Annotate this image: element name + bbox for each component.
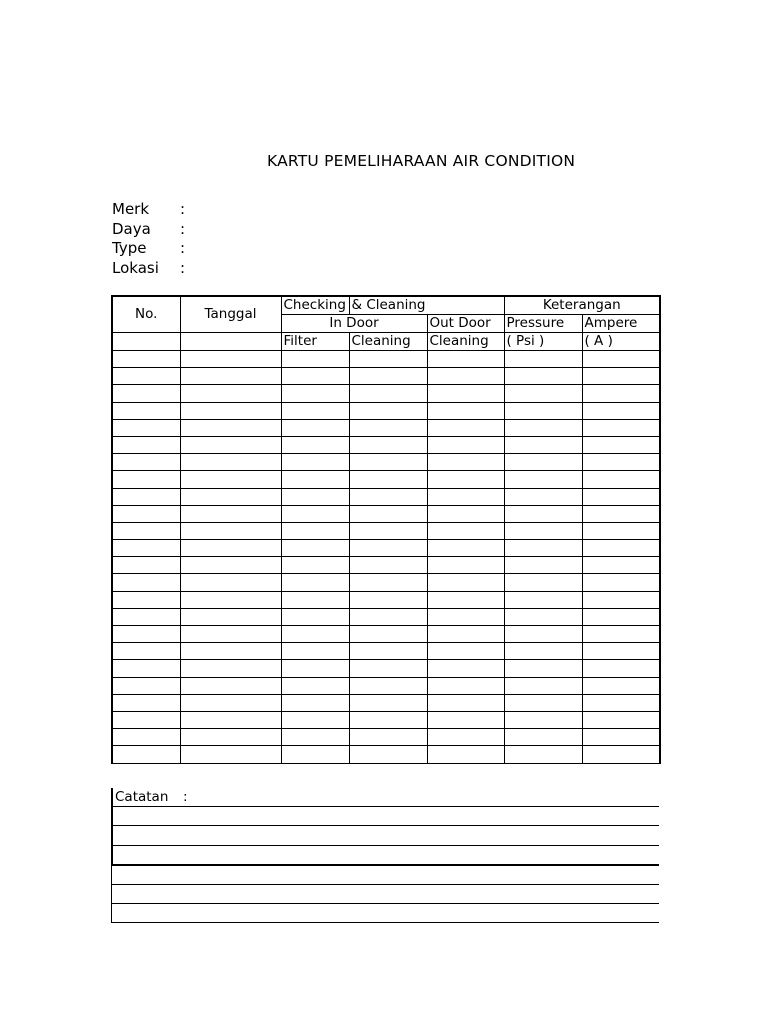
table-cell[interactable] bbox=[349, 643, 427, 660]
table-cell[interactable] bbox=[180, 351, 281, 368]
table-cell[interactable] bbox=[281, 454, 349, 471]
header-and-cleaning: & Cleaning bbox=[349, 296, 427, 315]
table-cell[interactable] bbox=[504, 419, 582, 436]
table-cell[interactable] bbox=[180, 643, 281, 660]
table-cell[interactable] bbox=[582, 402, 660, 419]
table-cell[interactable] bbox=[349, 729, 427, 746]
notes-label: Catatan bbox=[115, 789, 169, 805]
table-cell[interactable] bbox=[504, 711, 582, 728]
field-label: Type bbox=[112, 239, 147, 257]
table-cell[interactable] bbox=[112, 591, 180, 608]
table-cell[interactable] bbox=[180, 471, 281, 488]
table-cell[interactable] bbox=[180, 694, 281, 711]
table-cell[interactable] bbox=[582, 557, 660, 574]
table-cell[interactable] bbox=[504, 694, 582, 711]
table-row bbox=[112, 711, 660, 728]
table-row bbox=[112, 471, 660, 488]
table-cell[interactable] bbox=[349, 540, 427, 557]
table-cell[interactable] bbox=[112, 505, 180, 522]
table-cell[interactable] bbox=[582, 419, 660, 436]
table-cell[interactable] bbox=[112, 643, 180, 660]
table-cell[interactable] bbox=[427, 711, 504, 728]
table-cell[interactable] bbox=[427, 626, 504, 643]
table-cell[interactable] bbox=[582, 711, 660, 728]
table-cell[interactable] bbox=[427, 608, 504, 625]
table-row bbox=[112, 694, 660, 711]
table-cell[interactable] bbox=[349, 608, 427, 625]
table-cell[interactable] bbox=[582, 454, 660, 471]
header-ampere: Ampere bbox=[582, 315, 660, 333]
table-cell[interactable] bbox=[582, 574, 660, 591]
table-cell[interactable] bbox=[349, 711, 427, 728]
table-cell[interactable] bbox=[582, 694, 660, 711]
table-row bbox=[112, 729, 660, 746]
table-row bbox=[112, 557, 660, 574]
table-row bbox=[112, 574, 660, 591]
table-cell[interactable] bbox=[349, 591, 427, 608]
table-cell[interactable] bbox=[112, 488, 180, 505]
table-row bbox=[112, 505, 660, 522]
field-colon: : bbox=[180, 239, 186, 257]
table-cell[interactable] bbox=[349, 385, 427, 402]
table-cell[interactable] bbox=[180, 591, 281, 608]
table-cell[interactable] bbox=[427, 591, 504, 608]
table-cell[interactable] bbox=[112, 660, 180, 677]
header-keterangan: Keterangan bbox=[504, 296, 660, 315]
table-cell[interactable] bbox=[427, 660, 504, 677]
table-cell[interactable] bbox=[180, 522, 281, 539]
table-cell[interactable] bbox=[112, 557, 180, 574]
notes-line bbox=[111, 885, 659, 904]
table-cell[interactable] bbox=[281, 643, 349, 660]
table-cell[interactable] bbox=[349, 694, 427, 711]
table-cell[interactable] bbox=[112, 402, 180, 419]
table-cell[interactable] bbox=[582, 677, 660, 694]
table-cell[interactable] bbox=[281, 488, 349, 505]
table-cell[interactable] bbox=[349, 419, 427, 436]
table-cell[interactable] bbox=[180, 488, 281, 505]
table-cell[interactable] bbox=[349, 626, 427, 643]
table-cell[interactable] bbox=[180, 402, 281, 419]
header-psi: ( Psi ) bbox=[504, 333, 582, 351]
table-cell[interactable] bbox=[427, 368, 504, 385]
table-cell[interactable] bbox=[180, 419, 281, 436]
table-cell[interactable] bbox=[504, 471, 582, 488]
table-cell[interactable] bbox=[281, 608, 349, 625]
table-cell[interactable] bbox=[180, 711, 281, 728]
table-cell[interactable] bbox=[349, 436, 427, 453]
table-cell[interactable] bbox=[427, 471, 504, 488]
table-cell[interactable] bbox=[281, 591, 349, 608]
table-cell[interactable] bbox=[582, 729, 660, 746]
notes-section bbox=[111, 788, 659, 923]
header-cleaning: Cleaning bbox=[349, 333, 427, 351]
field-colon: : bbox=[180, 219, 186, 238]
table-cell[interactable] bbox=[504, 488, 582, 505]
table-cell[interactable] bbox=[582, 643, 660, 660]
table-row bbox=[112, 643, 660, 660]
table-cell[interactable] bbox=[112, 677, 180, 694]
table-cell[interactable] bbox=[582, 660, 660, 677]
table-cell[interactable] bbox=[349, 746, 427, 763]
table-cell[interactable] bbox=[180, 608, 281, 625]
table-cell[interactable] bbox=[504, 643, 582, 660]
table-row bbox=[112, 419, 660, 436]
table-cell[interactable] bbox=[504, 557, 582, 574]
table-cell[interactable] bbox=[427, 488, 504, 505]
table-cell[interactable] bbox=[180, 574, 281, 591]
header-a-unit: ( A ) bbox=[582, 333, 660, 351]
notes-line bbox=[111, 788, 659, 807]
table-cell[interactable] bbox=[504, 626, 582, 643]
table-cell[interactable] bbox=[582, 505, 660, 522]
field-colon: : bbox=[180, 258, 186, 277]
table-cell[interactable] bbox=[504, 522, 582, 539]
table-cell[interactable] bbox=[504, 660, 582, 677]
table-cell[interactable] bbox=[180, 746, 281, 763]
table-row bbox=[112, 368, 660, 385]
table-cell[interactable] bbox=[427, 351, 504, 368]
header-pressure: Pressure bbox=[504, 315, 582, 333]
table-cell[interactable] bbox=[504, 368, 582, 385]
table-cell[interactable] bbox=[349, 574, 427, 591]
table-cell[interactable] bbox=[427, 694, 504, 711]
table-cell[interactable] bbox=[427, 419, 504, 436]
table-cell[interactable] bbox=[281, 436, 349, 453]
page-title: KARTU PEMELIHARAAN AIR CONDITION bbox=[267, 152, 576, 170]
table-row bbox=[112, 540, 660, 557]
table-cell[interactable] bbox=[180, 436, 281, 453]
header-no-cont bbox=[112, 333, 180, 351]
table-row bbox=[112, 385, 660, 402]
table-cell[interactable] bbox=[582, 471, 660, 488]
header-no: No. bbox=[112, 296, 180, 333]
field-colon: : bbox=[180, 200, 186, 218]
table-cell[interactable] bbox=[112, 608, 180, 625]
table-cell[interactable] bbox=[349, 471, 427, 488]
table-cell[interactable] bbox=[180, 540, 281, 557]
table-row bbox=[112, 677, 660, 694]
table-cell[interactable] bbox=[112, 436, 180, 453]
table-row bbox=[112, 608, 660, 625]
table-row bbox=[112, 488, 660, 505]
table-cell[interactable] bbox=[582, 746, 660, 763]
table-cell[interactable] bbox=[112, 694, 180, 711]
table-cell[interactable] bbox=[504, 574, 582, 591]
table-cell[interactable] bbox=[180, 557, 281, 574]
table-cell[interactable] bbox=[427, 643, 504, 660]
table-cell[interactable] bbox=[427, 729, 504, 746]
table-cell[interactable] bbox=[281, 711, 349, 728]
table-cell[interactable] bbox=[281, 522, 349, 539]
table-cell[interactable] bbox=[281, 746, 349, 763]
table-cell[interactable] bbox=[112, 540, 180, 557]
table-cell[interactable] bbox=[281, 660, 349, 677]
table-cell[interactable] bbox=[112, 471, 180, 488]
header-blank bbox=[427, 296, 504, 315]
maintenance-table bbox=[111, 295, 661, 764]
notes-line bbox=[111, 866, 659, 885]
notes-line bbox=[111, 807, 659, 826]
table-cell[interactable] bbox=[281, 505, 349, 522]
table-cell[interactable] bbox=[504, 385, 582, 402]
table-cell[interactable] bbox=[349, 522, 427, 539]
header-in-door: In Door bbox=[281, 315, 427, 333]
table-cell[interactable] bbox=[504, 540, 582, 557]
table-cell[interactable] bbox=[281, 402, 349, 419]
table-cell[interactable] bbox=[427, 557, 504, 574]
table-cell[interactable] bbox=[281, 368, 349, 385]
table-cell[interactable] bbox=[180, 368, 281, 385]
table-cell[interactable] bbox=[504, 436, 582, 453]
table-cell[interactable] bbox=[427, 522, 504, 539]
table-cell[interactable] bbox=[349, 368, 427, 385]
table-cell[interactable] bbox=[281, 694, 349, 711]
table-cell[interactable] bbox=[349, 454, 427, 471]
table-cell[interactable] bbox=[112, 385, 180, 402]
table-cell[interactable] bbox=[112, 351, 180, 368]
table-cell[interactable] bbox=[582, 626, 660, 643]
table-cell[interactable] bbox=[112, 454, 180, 471]
table-cell[interactable] bbox=[349, 351, 427, 368]
table-cell[interactable] bbox=[281, 557, 349, 574]
table-cell[interactable] bbox=[112, 711, 180, 728]
table-cell[interactable] bbox=[504, 677, 582, 694]
header-row-3 bbox=[112, 333, 660, 351]
table-cell[interactable] bbox=[427, 540, 504, 557]
table-row bbox=[112, 454, 660, 471]
field-label: Lokasi bbox=[112, 258, 159, 277]
table-cell[interactable] bbox=[349, 660, 427, 677]
table-cell[interactable] bbox=[504, 505, 582, 522]
table-cell[interactable] bbox=[427, 454, 504, 471]
table-row bbox=[112, 591, 660, 608]
table-cell[interactable] bbox=[112, 626, 180, 643]
table-cell[interactable] bbox=[427, 436, 504, 453]
table-cell[interactable] bbox=[180, 454, 281, 471]
table-cell[interactable] bbox=[504, 454, 582, 471]
table-cell[interactable] bbox=[180, 660, 281, 677]
table-cell[interactable] bbox=[112, 368, 180, 385]
table-cell[interactable] bbox=[504, 729, 582, 746]
table-cell[interactable] bbox=[349, 505, 427, 522]
table-cell[interactable] bbox=[180, 729, 281, 746]
table-cell[interactable] bbox=[427, 385, 504, 402]
table-cell[interactable] bbox=[427, 677, 504, 694]
notes-line bbox=[111, 846, 659, 866]
table-cell[interactable] bbox=[427, 402, 504, 419]
table-cell[interactable] bbox=[112, 746, 180, 763]
table-cell[interactable] bbox=[281, 471, 349, 488]
table-cell[interactable] bbox=[180, 385, 281, 402]
notes-line bbox=[111, 826, 659, 845]
header-filter: Filter bbox=[281, 333, 349, 351]
table-cell[interactable] bbox=[427, 746, 504, 763]
table-cell[interactable] bbox=[112, 419, 180, 436]
table-cell[interactable] bbox=[427, 574, 504, 591]
table-cell[interactable] bbox=[281, 626, 349, 643]
table-cell[interactable] bbox=[281, 729, 349, 746]
table-cell[interactable] bbox=[582, 368, 660, 385]
table-cell[interactable] bbox=[281, 385, 349, 402]
table-cell[interactable] bbox=[582, 488, 660, 505]
field-label: Merk bbox=[112, 200, 150, 218]
table-row bbox=[112, 660, 660, 677]
table-row bbox=[112, 626, 660, 643]
table-cell[interactable] bbox=[504, 746, 582, 763]
header-tanggal-cont bbox=[180, 333, 281, 351]
table-cell[interactable] bbox=[281, 419, 349, 436]
table-cell[interactable] bbox=[281, 677, 349, 694]
header-row-1 bbox=[112, 296, 660, 315]
table-cell[interactable] bbox=[582, 522, 660, 539]
table-cell[interactable] bbox=[112, 574, 180, 591]
table-cell[interactable] bbox=[582, 591, 660, 608]
table-cell[interactable] bbox=[180, 677, 281, 694]
header-checking: Checking bbox=[281, 296, 349, 315]
table-cell[interactable] bbox=[281, 574, 349, 591]
header-cleaning-outdoor: Cleaning bbox=[427, 333, 504, 351]
notes-line bbox=[111, 904, 659, 923]
field-label: Daya bbox=[112, 219, 151, 238]
table-cell[interactable] bbox=[582, 385, 660, 402]
notes-colon: : bbox=[183, 789, 188, 805]
table-cell[interactable] bbox=[281, 351, 349, 368]
table-cell[interactable] bbox=[349, 677, 427, 694]
table-cell[interactable] bbox=[349, 557, 427, 574]
table-cell[interactable] bbox=[349, 488, 427, 505]
table-cell[interactable] bbox=[180, 626, 281, 643]
table-cell[interactable] bbox=[582, 351, 660, 368]
table-row bbox=[112, 436, 660, 453]
table-cell[interactable] bbox=[281, 540, 349, 557]
table-cell[interactable] bbox=[582, 540, 660, 557]
table-cell[interactable] bbox=[504, 402, 582, 419]
table-cell[interactable] bbox=[349, 402, 427, 419]
table-row bbox=[112, 522, 660, 539]
table-row bbox=[112, 402, 660, 419]
header-tanggal: Tanggal bbox=[180, 296, 281, 333]
table-cell[interactable] bbox=[180, 505, 281, 522]
table-cell[interactable] bbox=[504, 351, 582, 368]
table-cell[interactable] bbox=[504, 608, 582, 625]
header-out-door: Out Door bbox=[427, 315, 504, 333]
table-cell[interactable] bbox=[582, 436, 660, 453]
table-cell[interactable] bbox=[504, 591, 582, 608]
table-cell[interactable] bbox=[427, 505, 504, 522]
table-row bbox=[112, 746, 660, 763]
table-cell[interactable] bbox=[112, 522, 180, 539]
table-cell[interactable] bbox=[582, 608, 660, 625]
table-row bbox=[112, 351, 660, 368]
table-cell[interactable] bbox=[112, 729, 180, 746]
